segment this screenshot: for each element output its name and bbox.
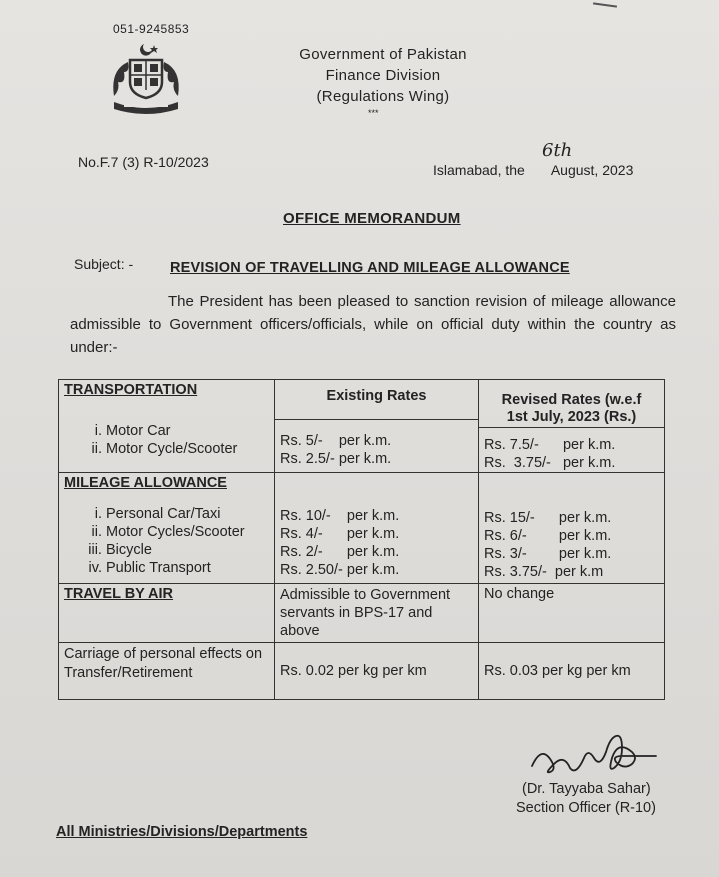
rate-value: Rs. 3.75/- per k.m <box>484 564 604 580</box>
header-government: Government of Pakistan <box>299 46 467 63</box>
air-cell <box>59 584 275 643</box>
rate-value: Rs. 5/- per k.m. <box>280 433 392 449</box>
carriage-existing-text: Rs. 0.02 per kg per km <box>280 663 427 679</box>
rate-value: Rs. 3/- per k.m. <box>484 546 612 562</box>
list-item: i. Motor Car <box>106 422 269 440</box>
air-title: TRAVEL BY AIR <box>64 586 174 602</box>
existing-header-cell <box>275 380 479 473</box>
carriage-revised-text: Rs. 0.03 per kg per km <box>484 663 631 679</box>
existing-rates-header: Existing Rates <box>275 380 478 420</box>
signature-icon <box>528 726 668 782</box>
signatory-title: Section Officer (R-10) <box>516 800 656 816</box>
rate-value: Rs. 2.5/- per k.m. <box>280 451 392 467</box>
date-line <box>433 162 633 178</box>
revised-rates-header <box>479 380 664 428</box>
list-item: i. Personal Car/Taxi <box>106 505 269 523</box>
mileage-revised-cell <box>479 473 665 584</box>
rate-value: Rs. 6/- per k.m. <box>484 528 612 544</box>
carriage-existing-cell <box>275 643 479 700</box>
subject-label: Subject: - <box>74 256 134 272</box>
date-suffix: August, 2023 <box>550 162 634 178</box>
date-prefix: Islamabad, the <box>433 162 525 178</box>
air-existing-text: Admissible to Government servants in BPS-17 and above <box>280 587 451 639</box>
list-item: ii. Motor Cycles/Scooter <box>106 523 269 541</box>
pen-mark <box>593 2 617 7</box>
memo-title: OFFICE MEMORANDUM <box>283 210 461 227</box>
phone-number: 051-9245853 <box>113 22 190 36</box>
rate-value: Rs. 2.50/- per k.m. <box>280 562 400 578</box>
subject-text: REVISION OF TRAVELLING AND MILEAGE ALLOWANCE <box>170 260 570 276</box>
air-revised-cell <box>479 584 665 643</box>
rate-value: Rs. 15/- per k.m. <box>484 510 612 526</box>
rate-value: Rs. 3.75/- per k.m. <box>484 455 616 471</box>
addressee: All Ministries/Divisions/Departments <box>56 824 308 840</box>
table-row <box>59 473 665 584</box>
carriage-title: Carriage of personal effects on Transfer/Retirement <box>64 646 263 681</box>
state-emblem-icon <box>100 40 192 116</box>
reference-number: No.F.7 (3) R-10/2023 <box>78 154 209 170</box>
revised-header-line2: 1st July, 2023 (Rs.) <box>506 409 637 425</box>
header-stars: *** <box>368 108 379 118</box>
rates-table <box>58 379 665 700</box>
header-division: Finance Division <box>325 67 441 84</box>
air-existing-cell <box>275 584 479 643</box>
table-row <box>59 584 665 643</box>
list-item: iv. Public Transport <box>106 559 269 577</box>
transport-cell <box>59 380 275 473</box>
body-paragraph <box>70 290 676 359</box>
revised-header-line1: Revised Rates (w.e.f <box>501 392 642 408</box>
date-day-handwritten: 6th <box>542 140 573 161</box>
revised-header-cell <box>479 380 665 473</box>
mileage-existing-cell <box>275 473 479 584</box>
carriage-cell <box>59 643 275 700</box>
signatory-name: (Dr. Tayyaba Sahar) <box>522 781 651 797</box>
air-revised-text: No change <box>484 586 555 602</box>
mileage-cell <box>59 473 275 584</box>
rate-value: Rs. 7.5/- per k.m. <box>484 437 616 453</box>
list-item: ii. Motor Cycle/Scooter <box>106 440 269 458</box>
header-wing: (Regulations Wing) <box>316 88 450 105</box>
carriage-revised-cell <box>479 643 665 700</box>
body-text: The President has been pleased to sanction revision of mileage allowance admissible to Government officers/officials, while on official duty within the country as under:- <box>70 293 676 356</box>
rate-value: Rs. 2/- per k.m. <box>280 544 400 560</box>
rate-value: Rs. 4/- per k.m. <box>280 526 400 542</box>
table-row <box>59 643 665 700</box>
rate-value: Rs. 10/- per k.m. <box>280 508 400 524</box>
list-item: iii. Bicycle <box>106 541 269 559</box>
mileage-items <box>64 505 269 577</box>
transport-title: TRANSPORTATION <box>64 382 198 398</box>
mileage-title: MILEAGE ALLOWANCE <box>64 475 227 491</box>
transport-items <box>64 422 269 458</box>
table-row <box>59 380 665 473</box>
